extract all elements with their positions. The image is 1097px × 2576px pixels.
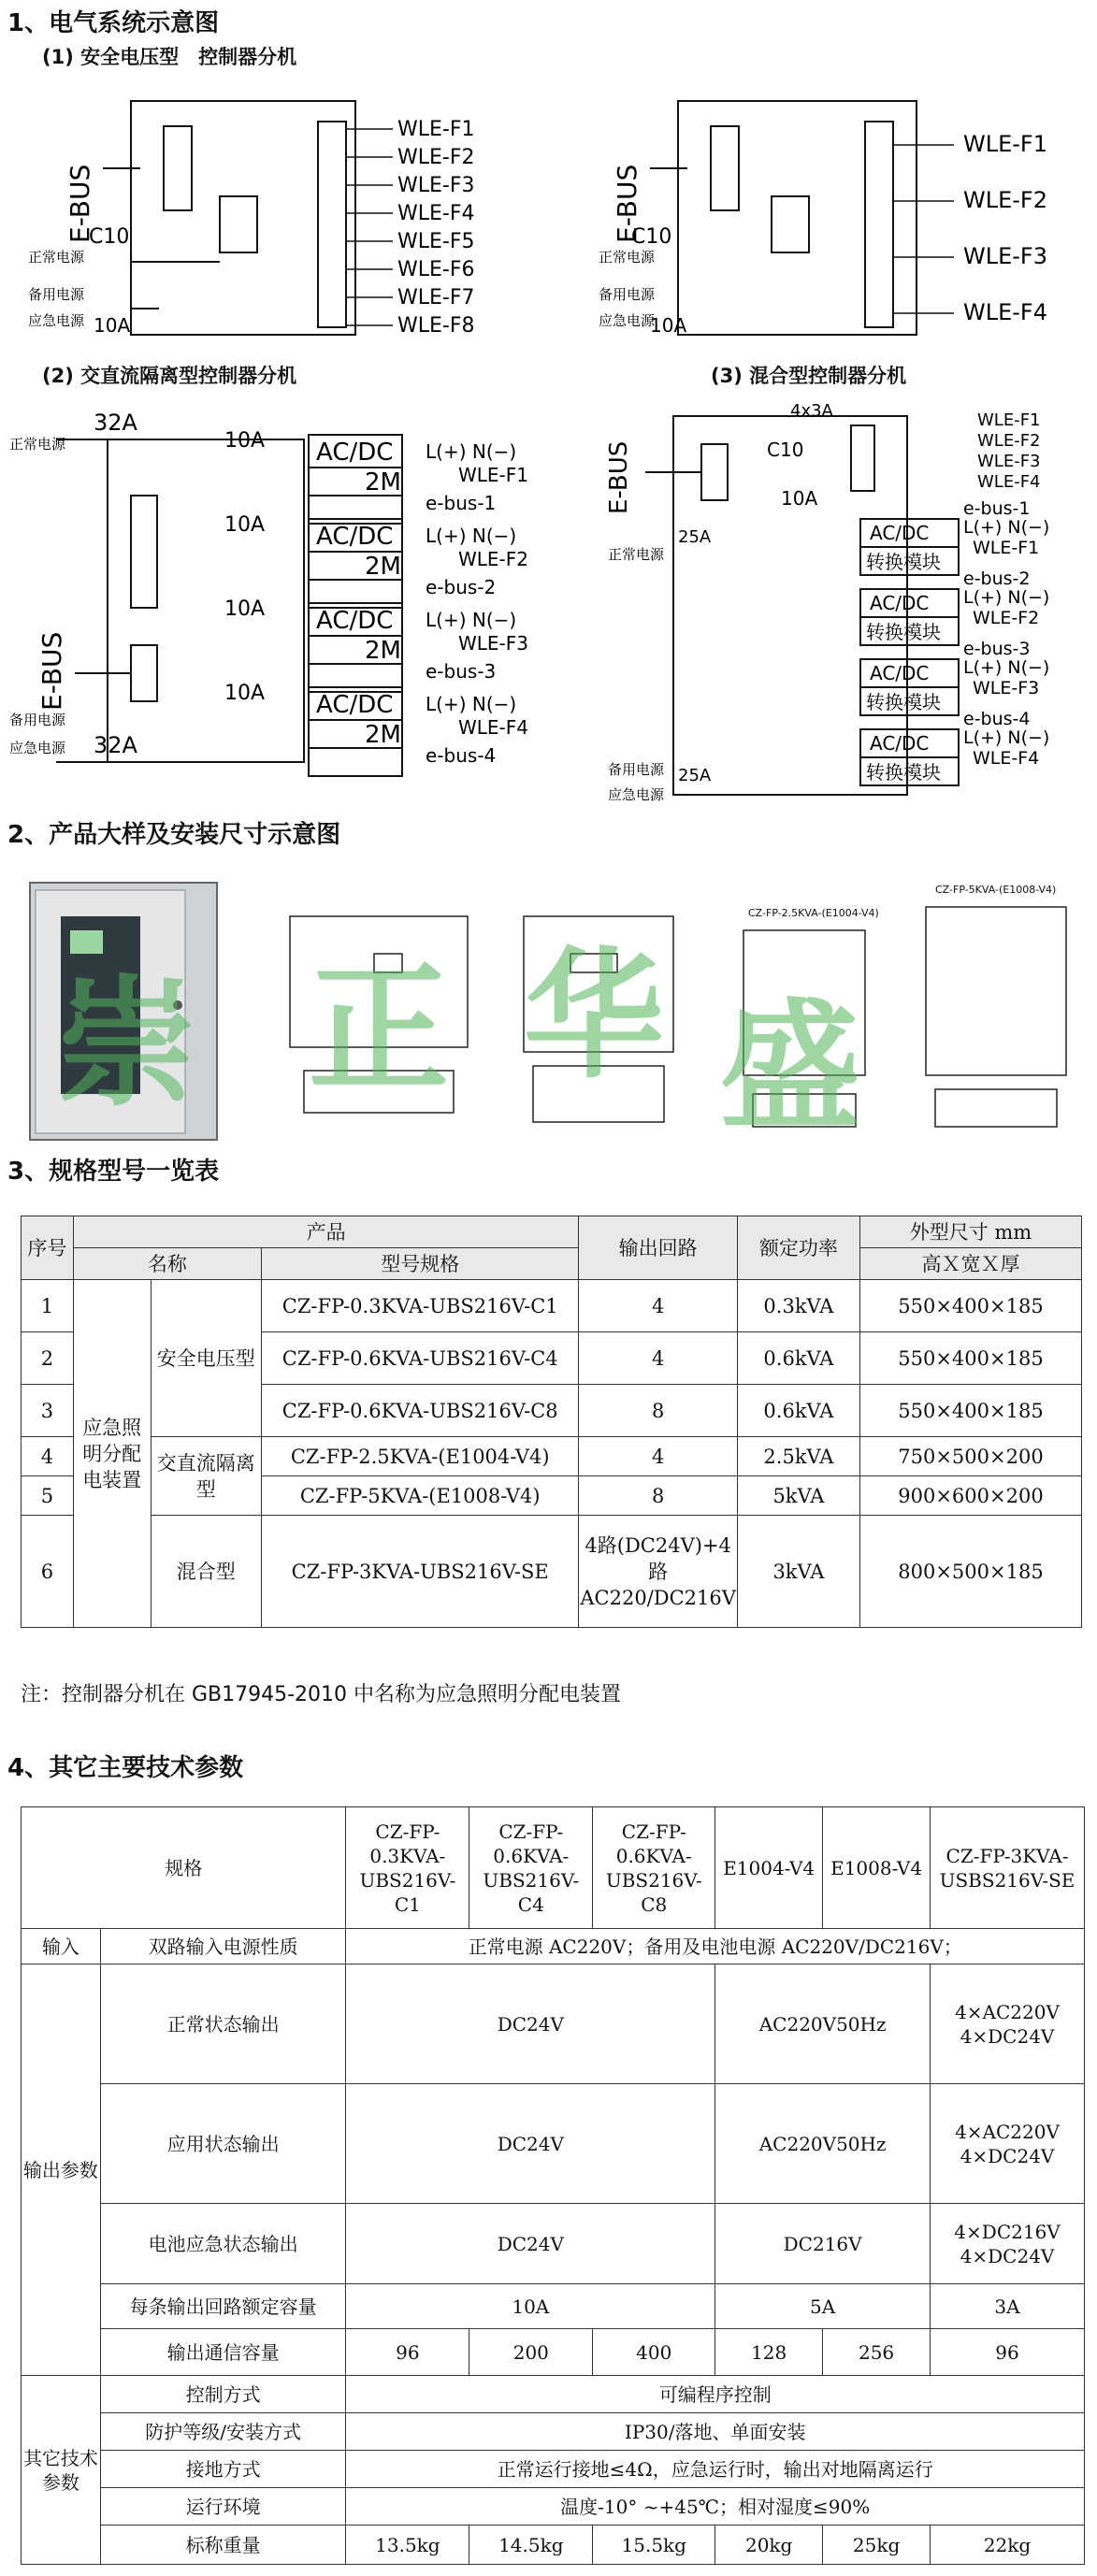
ebus-line-label: e-bus-3: [963, 639, 1031, 659]
cell: CZ-FP-3KVA-UBS216V-SE: [262, 1516, 579, 1628]
model-header: CZ-FP-3KVA-USBS216V-SE: [931, 1807, 1085, 1929]
ebus-line-label: e-bus-3: [426, 660, 497, 683]
other-label: 其它技术参数: [22, 2376, 101, 2565]
lpn-label: L(+) N(−): [963, 727, 1050, 748]
section3-title: 3、规格型号一览表: [7, 1158, 220, 1186]
diagram-hybrid: [561, 393, 1094, 804]
m2-label: 2M: [365, 721, 401, 749]
lpn-label: L(+) N(−): [963, 517, 1050, 538]
section1-title: 1、电气系统示意图: [7, 9, 220, 37]
ebus-line-label: e-bus-4: [426, 744, 497, 767]
cell: 4: [22, 1437, 74, 1476]
a10-label: 10A: [224, 513, 266, 537]
diagram-safety-voltage-right: [561, 75, 1094, 355]
cell: 5: [22, 1476, 74, 1516]
conv-module-label: 转换模块: [866, 761, 941, 784]
ebus-label: E-BUS: [612, 164, 642, 243]
col-seq: 序号: [22, 1216, 74, 1280]
cell: 22kg: [931, 2526, 1085, 2565]
watermark-char: 正: [309, 947, 450, 1112]
lpn-label: L(+) N(−): [426, 609, 517, 631]
emergency-power-label: 应急电源: [599, 312, 656, 329]
normal-power-label: 正常电源: [608, 546, 665, 563]
acdc-label: AC/DC: [316, 439, 394, 467]
lpn-label: L(+) N(−): [426, 525, 517, 547]
a10-label: 10A: [224, 597, 266, 621]
watermark-char: 崇: [56, 961, 197, 1126]
ebus-line-label: e-bus-2: [426, 576, 497, 598]
table-row: [22, 1280, 1082, 1332]
cell: 3A: [931, 2284, 1085, 2329]
cell: 0.3kVA: [737, 1280, 859, 1332]
a32-label: 32A: [94, 732, 137, 758]
a4x3-label: 4x3A: [790, 401, 833, 421]
model-header: CZ-FP-0.6KVA-UBS216V-C8: [593, 1807, 715, 1929]
cell: 200: [469, 2329, 593, 2376]
lpn-label: L(+) N(−): [963, 587, 1050, 608]
acdc-label: AC/DC: [316, 691, 394, 719]
backup-power-label: 备用电源: [9, 712, 66, 728]
a10-label: 10A: [224, 682, 266, 705]
row-label: 双路输入电源性质: [100, 1929, 346, 1964]
cell: 0.6kVA: [737, 1332, 859, 1385]
cell: CZ-FP-5KVA-(E1008-V4): [262, 1476, 579, 1516]
wle-label: WLE-F4: [963, 299, 1047, 325]
cell: 0.6kVA: [737, 1385, 859, 1437]
col-output: 输出回路: [579, 1216, 738, 1280]
diagram-ac-dc-isolation: [0, 393, 561, 785]
model-drawing-label-2: CZ-FP-5KVA-(E1008-V4): [935, 884, 1057, 896]
acdc-label: AC/DC: [316, 523, 394, 551]
cell: 900×600×200: [859, 1476, 1081, 1516]
acdc-label: AC/DC: [870, 662, 930, 684]
spec-header: 规格: [22, 1807, 346, 1929]
lpn-label: L(+) N(−): [426, 440, 517, 463]
cell: 3: [22, 1385, 74, 1437]
wle-label: WLE-F4: [397, 202, 475, 225]
cell: 5A: [715, 2284, 931, 2329]
wle-label: WLE-F4: [458, 716, 528, 739]
cell: 4: [579, 1280, 738, 1332]
subcategory-cell: 混合型: [151, 1516, 261, 1628]
col-dimensions-sub: 高Ｘ宽Ｘ厚: [859, 1248, 1081, 1280]
section2-title: 2、产品大样及安装尺寸示意图: [7, 821, 341, 849]
normal-power-label: 正常电源: [28, 249, 85, 266]
cell: 750×500×200: [859, 1437, 1081, 1476]
lpn-label: L(+) N(−): [426, 693, 517, 715]
model-drawing-label-1: CZ-FP-2.5KVA-(E1004-V4): [748, 907, 879, 919]
cell: 25kg: [823, 2526, 931, 2565]
output-label: 输出参数: [22, 1964, 101, 2376]
cell: 5kVA: [737, 1476, 859, 1516]
cell: 正常电源 AC220V；备用及电池电源 AC220V/DC216V；: [346, 1929, 1085, 1964]
cell: 14.5kg: [469, 2526, 593, 2565]
cell: 4×DC216V 4×DC24V: [931, 2204, 1085, 2284]
cell: 20kg: [715, 2526, 823, 2565]
m2-label: 2M: [365, 553, 401, 581]
wle-label: WLE-F2: [963, 187, 1047, 213]
cell: 10A: [346, 2284, 715, 2329]
input-label: 输入: [22, 1929, 101, 1964]
cell: 4: [579, 1332, 738, 1385]
wle-label: WLE-F2: [977, 431, 1041, 451]
cell: 96: [346, 2329, 469, 2376]
ebus-line-label: e-bus-1: [963, 498, 1031, 519]
wle-label: WLE-F7: [397, 286, 475, 309]
row-label: 控制方式: [100, 2376, 346, 2413]
emergency-power-label: 应急电源: [9, 740, 66, 756]
ebus-line-label: e-bus-1: [426, 492, 497, 514]
params-table: [21, 1806, 1085, 2565]
col-name: 名称: [73, 1248, 261, 1280]
wle-label: WLE-F2: [973, 608, 1040, 628]
backup-power-label: 备用电源: [608, 761, 665, 778]
cell: 256: [823, 2329, 931, 2376]
cell: 温度-10° ~+45℃；相对湿度≤90%: [346, 2488, 1085, 2526]
a10-label: 10A: [781, 487, 818, 510]
wle-label: WLE-F1: [397, 118, 475, 141]
col-product: 产品: [73, 1216, 579, 1248]
col-model: 型号规格: [262, 1248, 579, 1280]
acdc-label: AC/DC: [870, 732, 930, 755]
cell: 550×400×185: [859, 1280, 1081, 1332]
wle-label: WLE-F1: [963, 131, 1047, 157]
cell: DC24V: [346, 2204, 715, 2284]
row-label: 每条输出回路额定容量: [100, 2284, 346, 2329]
a10-label: 10A: [224, 429, 266, 453]
cell: AC220V50Hz: [715, 2084, 931, 2204]
wle-label: WLE-F3: [963, 243, 1047, 269]
ebus-label: E-BUS: [65, 164, 95, 243]
wle-label: WLE-F4: [973, 748, 1040, 769]
conv-module-label: 转换模块: [866, 691, 941, 713]
row-label: 接地方式: [100, 2451, 346, 2488]
model-header: E1008-V4: [823, 1807, 931, 1929]
wle-label: WLE-F6: [397, 258, 475, 281]
wle-label: WLE-F3: [973, 678, 1040, 698]
normal-power-label: 正常电源: [599, 249, 656, 266]
subcategory-cell: 安全电压型: [151, 1280, 261, 1437]
row-label: 电池应急状态输出: [100, 2204, 346, 2284]
row-label: 运行环境: [100, 2488, 346, 2526]
m2-label: 2M: [365, 637, 401, 665]
table-row: [22, 1437, 1082, 1476]
cell: 8: [579, 1476, 738, 1516]
ebus-line-label: e-bus-2: [963, 568, 1031, 589]
wle-label: WLE-F5: [397, 230, 475, 253]
table-row: [22, 1516, 1082, 1628]
conv-module-label: 转换模块: [866, 551, 941, 573]
cell: DC24V: [346, 2084, 715, 2204]
cell: CZ-FP-2.5KVA-(E1004-V4): [262, 1437, 579, 1476]
cell: 4×AC220V 4×DC24V: [931, 1964, 1085, 2084]
cell: IP30/落地、单面安装: [346, 2413, 1085, 2451]
wle-label: WLE-F8: [397, 314, 475, 338]
row-label: 输出通信容量: [100, 2329, 346, 2376]
acdc-label: AC/DC: [870, 522, 930, 544]
wle-label: WLE-F4: [977, 472, 1041, 492]
section4-title: 4、其它主要技术参数: [7, 1754, 244, 1782]
cell: 13.5kg: [346, 2526, 469, 2565]
diagram3-title: (3) 混合型控制器分机: [711, 365, 907, 387]
cell: 1: [22, 1280, 74, 1332]
wle-label: WLE-F3: [397, 174, 475, 197]
cell: 8: [579, 1385, 738, 1437]
emergency-power-label: 应急电源: [608, 786, 665, 803]
lpn-label: L(+) N(−): [963, 657, 1050, 678]
wle-label: WLE-F2: [397, 146, 475, 169]
row-label: 标称重量: [100, 2526, 346, 2565]
cell: AC220V50Hz: [715, 1964, 931, 2084]
wle-label: WLE-F2: [458, 548, 528, 570]
col-dimensions: 外型尺寸 mm: [859, 1216, 1081, 1248]
subcategory-cell: 交直流隔离型: [151, 1437, 261, 1516]
cell: 4路(DC24V)+4路AC220/DC216V: [579, 1516, 738, 1628]
a10-label: 10A: [650, 314, 687, 337]
ebus-label: E-BUS: [605, 440, 633, 514]
m2-label: 2M: [365, 468, 401, 496]
a32-label: 32A: [94, 410, 137, 436]
c10-label: C10: [89, 225, 130, 249]
c10-label: C10: [631, 225, 672, 249]
cell: 正常运行接地≤4Ω，应急运行时，输出对地隔离运行: [346, 2451, 1085, 2488]
c10-label: C10: [767, 439, 804, 461]
a10-label: 10A: [94, 314, 131, 337]
acdc-label: AC/DC: [870, 592, 930, 614]
diagram1-title: (1) 安全电压型 控制器分机: [42, 46, 297, 68]
spec-table: [21, 1216, 1082, 1628]
emergency-power-label: 应急电源: [28, 312, 85, 329]
wle-label: WLE-F1: [977, 410, 1041, 430]
wle-label: WLE-F3: [977, 452, 1041, 471]
row-label: 应用状态输出: [100, 2084, 346, 2204]
cell: DC24V: [346, 1964, 715, 2084]
cell: 96: [931, 2329, 1085, 2376]
cell: CZ-FP-0.6KVA-UBS216V-C8: [262, 1385, 579, 1437]
spec-note: 注：控制器分机在 GB17945-2010 中名称为应急照明分配电装置: [21, 1683, 622, 1706]
cell: 550×400×185: [859, 1385, 1081, 1437]
cell: 550×400×185: [859, 1332, 1081, 1385]
cell: 15.5kg: [593, 2526, 715, 2565]
normal-power-label: 正常电源: [9, 436, 66, 453]
watermark-char: 华: [524, 933, 665, 1098]
col-power: 额定功率: [737, 1216, 859, 1280]
backup-power-label: 备用电源: [599, 286, 656, 303]
wle-label: WLE-F1: [458, 464, 528, 486]
wle-label: WLE-F1: [973, 538, 1040, 558]
row-label: 正常状态输出: [100, 1964, 346, 2084]
cell: 可编程序控制: [346, 2376, 1085, 2413]
ebus-line-label: e-bus-4: [963, 709, 1031, 729]
model-header: CZ-FP-0.3KVA-UBS216V-C1: [346, 1807, 469, 1929]
cell: 400: [593, 2329, 715, 2376]
a25-label: 25A: [678, 527, 712, 547]
a25-label: 25A: [678, 766, 712, 785]
cell: 128: [715, 2329, 823, 2376]
cell: 4: [579, 1437, 738, 1476]
row-label: 防护等级/安装方式: [100, 2413, 346, 2451]
cell: 2.5kVA: [737, 1437, 859, 1476]
category-cell: 应急照明分配电装置: [73, 1280, 151, 1628]
diagram-safety-voltage-left: [0, 75, 524, 355]
model-header: E1004-V4: [715, 1807, 823, 1929]
cell: 3kVA: [737, 1516, 859, 1628]
cell: 800×500×185: [859, 1516, 1081, 1628]
cell: 2: [22, 1332, 74, 1385]
ebus-label: E-BUS: [36, 631, 67, 711]
acdc-label: AC/DC: [316, 607, 394, 635]
cell: 4×AC220V 4×DC24V: [931, 2084, 1085, 2204]
watermark-char: 盛: [720, 985, 861, 1149]
e1008-drawing: [917, 898, 1094, 1145]
wle-label: WLE-F3: [458, 632, 528, 655]
diagram2-title: (2) 交直流隔离型控制器分机: [42, 365, 297, 387]
cell: 6: [22, 1516, 74, 1628]
cell: CZ-FP-0.3KVA-UBS216V-C1: [262, 1280, 579, 1332]
conv-module-label: 转换模块: [866, 621, 941, 643]
backup-power-label: 备用电源: [28, 286, 85, 303]
model-header: CZ-FP-0.6KVA-UBS216V-C4: [469, 1807, 593, 1929]
cell: CZ-FP-0.6KVA-UBS216V-C4: [262, 1332, 579, 1385]
cell: DC216V: [715, 2204, 931, 2284]
